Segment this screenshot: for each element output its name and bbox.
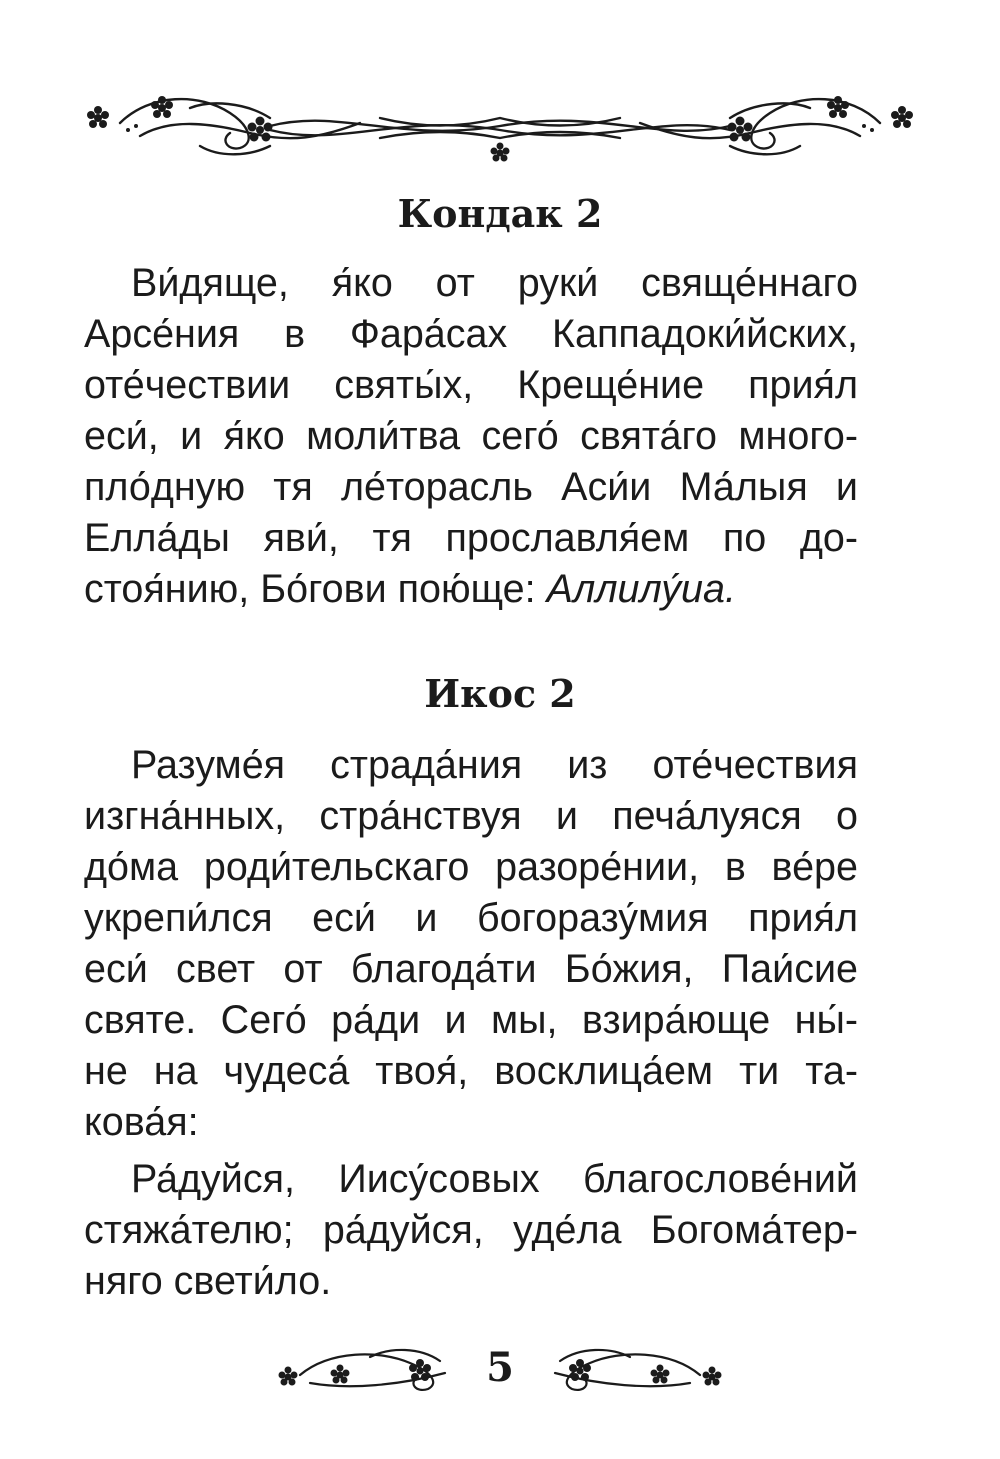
ikos-heading: Икос 2 xyxy=(424,671,576,716)
top-ornament-icon xyxy=(80,88,920,168)
text-line: стяжа́телю; ра́дуйся, уде́ла Богома́тер- xyxy=(84,1208,858,1252)
text-line: оте́чествии святы́х, Креще́ние прия́л xyxy=(84,363,858,407)
text-line: Елла́ды яви́, тя прославля́ем по до- xyxy=(84,516,858,560)
text-line: не на чудеса́ твоя́, восклица́ем ти та- xyxy=(84,1049,858,1093)
text-line: Разуме́я страда́ния из оте́чествия xyxy=(131,743,858,787)
text-line: Арсе́ния в Фара́сах Каппадоки́йских, xyxy=(84,312,858,356)
text-line: Ра́дуйся, Иису́совых благослове́ний xyxy=(131,1157,858,1201)
kondak-heading: Кондак 2 xyxy=(397,191,603,236)
text-line: Ви́дяще, я́ко от руки́ свяще́ннаго xyxy=(131,261,858,305)
text-line: изгна́нных, стра́нствуя и печа́луяся о xyxy=(84,794,858,838)
rejoice-text xyxy=(84,1154,858,1307)
text-line: кова́я: xyxy=(84,1100,199,1144)
ikos-text xyxy=(84,740,858,1148)
text-line: еси́ свет от благода́ти Бо́жия, Паи́сие xyxy=(84,947,858,991)
kondak-text xyxy=(84,258,858,615)
text-line: до́ма роди́тельскаго разоре́нии, в ве́ре xyxy=(84,845,858,889)
text-line: пло́дную тя ле́торасль Аси́и Ма́лыя и xyxy=(84,465,858,509)
text-line xyxy=(84,564,858,615)
page-number: 5 xyxy=(450,1338,550,1398)
text-line-plain: стоя́нию, Бо́гови пою́ще: xyxy=(84,567,547,611)
text-line: святе. Сего́ ра́ди и мы, взира́юще ны́- xyxy=(84,998,858,1042)
text-line: няго свети́ло. xyxy=(84,1259,332,1303)
text-line: еси́, и я́ко моли́тва сего́ свята́го много- xyxy=(84,414,858,458)
alleluia-text: Аллилу́иа. xyxy=(546,567,736,611)
text-line: укрепи́лся еси́ и богоразу́мия прия́л xyxy=(84,896,858,940)
